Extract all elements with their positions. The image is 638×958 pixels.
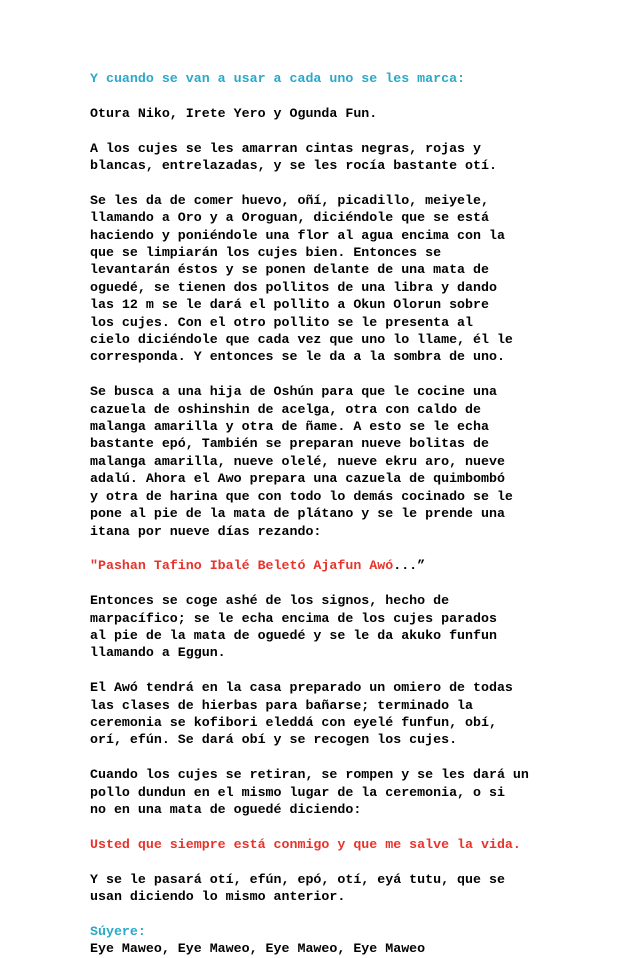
paragraph-cintas [90,140,560,175]
paragraph-line: no en una mata de oguedé diciendo: [90,801,362,817]
chant-tail: ...” [393,558,426,574]
paragraph-comer [90,192,560,366]
paragraph-line: las 12 m se le dará el pollito a Okun Olorun sobre [90,297,489,313]
paragraph-line: pone al pie de la mata de plátano y se le prende una [90,506,505,522]
paragraph-line: al pie de la mata de oguedé y se le da akuko funfun [90,627,497,643]
section-heading-marca [90,70,560,87]
paragraph-line: Cuando los cujes se retiran, se rompen y se les dará un [90,767,529,783]
paragraph-line: malanga amarilla y otra de ñame. A esto se le echa [90,419,489,435]
paragraph-line: las clases de hierbas para bañarse; terminado la [90,697,474,713]
suyere-text: Eye Maweo, Eye Maweo, Eye Maweo, Eye Maweo [90,941,426,957]
paragraph-line: malanga amarilla, nueve olelé, nueve ekru aro, nueve [90,453,505,469]
paragraph-line: Otura Niko, Irete Yero y Ogunda Fun. [90,105,378,121]
paragraph-line: blancas, entrelazadas, y se les rocía bastante otí. [90,158,497,173]
chant-text: Usted que siempre está conmigo y que me salve la vida. [90,836,521,852]
chant-text: "Pashan Tafino Ibalé Beletó Ajafun Awó [90,558,394,574]
paragraph-line: A los cujes se les amarran cintas negras, rojas y [90,140,481,156]
paragraph-line: llamando a Oro y a Oroguan, diciéndole que se está [90,210,489,226]
paragraph-line: ceremonia se kofibori eleddá con eyelé funfun, obí, [90,714,497,730]
paragraph-signos [90,105,560,122]
paragraph-line: cielo diciéndole que cada vez que uno lo llame, él le [90,332,513,348]
paragraph-line: levantarán éstos y se ponen delante de una mata de [90,262,489,278]
paragraph-ashe [90,592,560,662]
paragraph-oshun [90,383,560,540]
paragraph-line: El Awó tendrá en la casa preparado un omiero de todas [90,680,513,696]
paragraph-line: bastante epó, También se preparan nueve bolitas de [90,436,489,452]
paragraph-oti [90,871,560,906]
paragraph-line: Se busca a una hija de Oshún para que le cocine una [90,384,497,400]
paragraph-line: haciendo y poniéndole una flor al agua encima con la [90,227,505,243]
paragraph-line: Entonces se coge ashé de los signos, hecho de [90,593,450,609]
paragraph-line: corresponda. Y entonces se le da a la sombra de uno. [90,349,505,365]
document-page [90,70,560,958]
paragraph-line: marpacífico; se le echa encima de los cujes parados [90,610,497,626]
paragraph-line: Se les da de comer huevo, oñí, picadillo, meiyele, [90,192,489,208]
paragraph-line: oguedé, se tienen dos pollitos de una libra y dando [90,279,497,295]
chant-pashan [90,557,560,574]
paragraph-line: Y se le pasará otí, efún, epó, otí, eyá tutu, que se [90,871,505,887]
paragraph-line: llamando a Eggun. [90,645,226,661]
section-heading-suyere [90,923,560,940]
paragraph-line: y otra de harina que con todo lo demás cocinado se le [90,488,513,504]
paragraph-retiran [90,766,560,818]
paragraph-line: cazuela de oshinshin de acelga, otra con caldo de [90,401,481,417]
chant-usted [90,836,560,853]
paragraph-omiero [90,679,560,749]
paragraph-line: que se limpiarán los cujes bien. Entonces se [90,245,442,261]
paragraph-line: los cujes. Con el otro pollito se le presenta al [90,314,474,330]
heading-text: Súyere: [90,923,146,939]
paragraph-line: usan diciendo lo mismo anterior. [90,888,346,904]
paragraph-line: pollo dundun en el mismo lugar de la ceremonia, o si [90,784,505,800]
paragraph-line: orí, efún. Se dará obí y se recogen los cujes. [90,732,458,748]
paragraph-maweo [90,940,560,957]
paragraph-line: itana por nueve días rezando: [90,523,322,539]
heading-text: Y cuando se van a usar a cada uno se les marca: [90,71,466,86]
paragraph-line: adalú. Ahora el Awo prepara una cazuela de quimbombó [90,471,505,487]
